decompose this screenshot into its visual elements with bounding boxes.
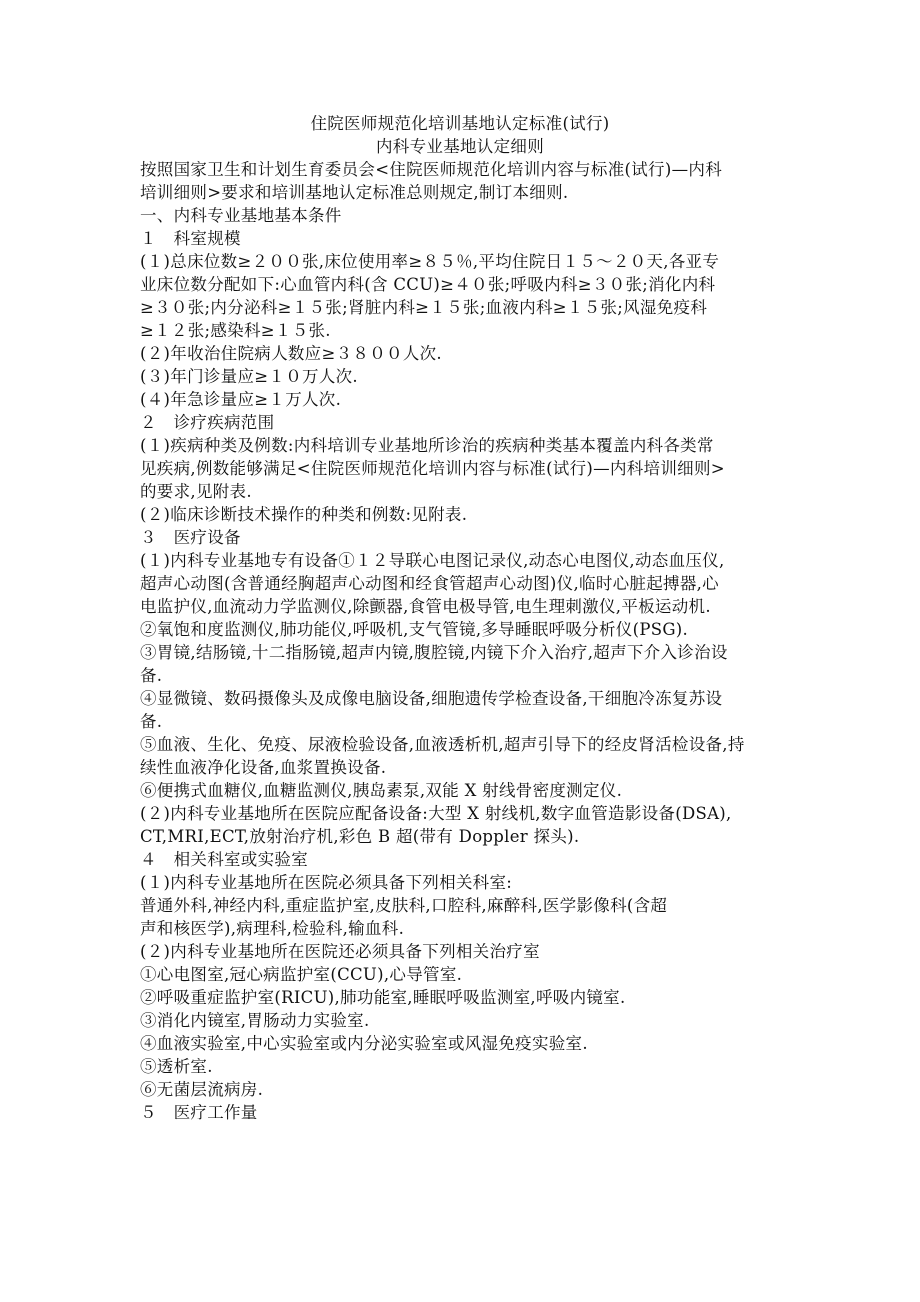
document-line: (１)内科专业基地专有设备①１２导联心电图记录仪,动态心电图仪,动态血压仪, — [140, 551, 725, 570]
document-line: (１)总床位数≥２００张,床位使用率≥８５％,平均住院日１５～２０天,各亚专 — [140, 252, 720, 271]
document-line: CT,MRI,ECT,放射治疗机,彩色 B 超(带有 Doppler 探头). — [140, 827, 580, 846]
document-line: ５ 医疗工作量 — [140, 1103, 258, 1122]
document-line: (４)年急诊量应≥１万人次. — [140, 390, 342, 409]
document-line: ②呼吸重症监护室(RICU),肺功能室,睡眠呼吸监测室,呼吸内镜室. — [140, 988, 626, 1007]
document-line: (２)临床诊断技术操作的种类和例数:见附表. — [140, 505, 468, 524]
document-line: ２ 诊疗疾病范围 — [140, 413, 275, 432]
document-line: 业床位数分配如下:心血管内科(含 CCU)≥４０张;呼吸内科≥３０张;消化内科 — [140, 275, 716, 294]
document-line: 超声心动图(含普通经胸超声心动图和经食管超声心动图)仪,临时心脏起搏器,心 — [140, 574, 719, 593]
document-line: (２)内科专业基地所在医院还必须具备下列相关治疗室 — [140, 942, 540, 961]
document-line: (３)年门诊量应≥１０万人次. — [140, 367, 358, 386]
document-line: ⑥无菌层流病房. — [140, 1080, 264, 1099]
document-line: ⑤血液、生化、免疫、尿液检验设备,血液透析机,超声引导下的经皮肾活检设备,持 — [140, 735, 745, 754]
document-line: ①心电图室,冠心病监护室(CCU),心导管室. — [140, 965, 463, 984]
document-line: 声和核医学),病理科,检验科,输血科. — [140, 919, 405, 938]
document-line: 培训细则>要求和培训基地认定标准总则规定,制订本细则. — [140, 183, 569, 202]
document-line: ４ 相关科室或实验室 — [140, 850, 308, 869]
document-line: 一、内科专业基地基本条件 — [140, 206, 342, 225]
document-line: 的要求,见附表. — [140, 482, 252, 501]
document-line: (１)内科专业基地所在医院必须具备下列相关科室: — [140, 873, 513, 892]
document-title: 住院医师规范化培训基地认定标准(试行) — [310, 114, 610, 133]
document-line: 续性血液净化设备,血浆置换设备. — [140, 758, 387, 777]
document-line: 见疾病,例数能够满足<住院医师规范化培训内容与标准(试行)—内科培训细则> — [140, 459, 725, 478]
document-line: ⑥便携式血糖仪,血糖监测仪,胰岛素泵,双能 X 射线骨密度测定仪. — [140, 781, 623, 800]
document-line: ③消化内镜室,胃肠动力实验室. — [140, 1011, 370, 1030]
document-line: 普通外科,神经内科,重症监护室,皮肤科,口腔科,麻醉科,医学影像科(含超 — [140, 896, 668, 915]
document-line: ②氧饱和度监测仪,肺功能仪,呼吸机,支气管镜,多导睡眠呼吸分析仪(PSG). — [140, 620, 689, 639]
document-subtitle: 内科专业基地认定细则 — [376, 137, 544, 156]
document-line: １ 科室规模 — [140, 229, 241, 248]
document-line: ④血液实验室,中心实验室或内分泌实验室或风湿免疫实验室. — [140, 1034, 588, 1053]
document-line: (１)疾病种类及例数:内科培训专业基地所诊治的疾病种类基本覆盖内科各类常 — [140, 436, 714, 455]
document-line: (２)年收治住院病人数应≥３８００人次. — [140, 344, 442, 363]
document-line: 备. — [140, 712, 163, 731]
document-line: 电监护仪,血流动力学监测仪,除颤器,食管电极导管,电生理刺激仪,平板运动机. — [140, 597, 711, 616]
document-line: (２)内科专业基地所在医院应配备设备:大型 X 射线机,数字血管造影设备(DSA), — [140, 804, 732, 823]
document-line: ３ 医疗设备 — [140, 528, 241, 547]
document-line: ≥３０张;内分泌科≥１５张;肾脏内科≥１５张;血液内科≥１５张;风湿免疫科 — [140, 298, 708, 317]
document-line: 备. — [140, 666, 163, 685]
document-line: ≥１２张;感染科≥１５张. — [140, 321, 331, 340]
document-line: 按照国家卫生和计划生育委员会<住院医师规范化培训内容与标准(试行)—内科 — [140, 160, 722, 179]
document-line: ④显微镜、数码摄像头及成像电脑设备,细胞遗传学检查设备,干细胞冷冻复苏设 — [140, 689, 723, 708]
document-line: ⑤透析室. — [140, 1057, 213, 1076]
document-line: ③胃镜,结肠镜,十二指肠镜,超声内镜,腹腔镜,内镜下介入治疗,超声下介入诊治设 — [140, 643, 728, 662]
